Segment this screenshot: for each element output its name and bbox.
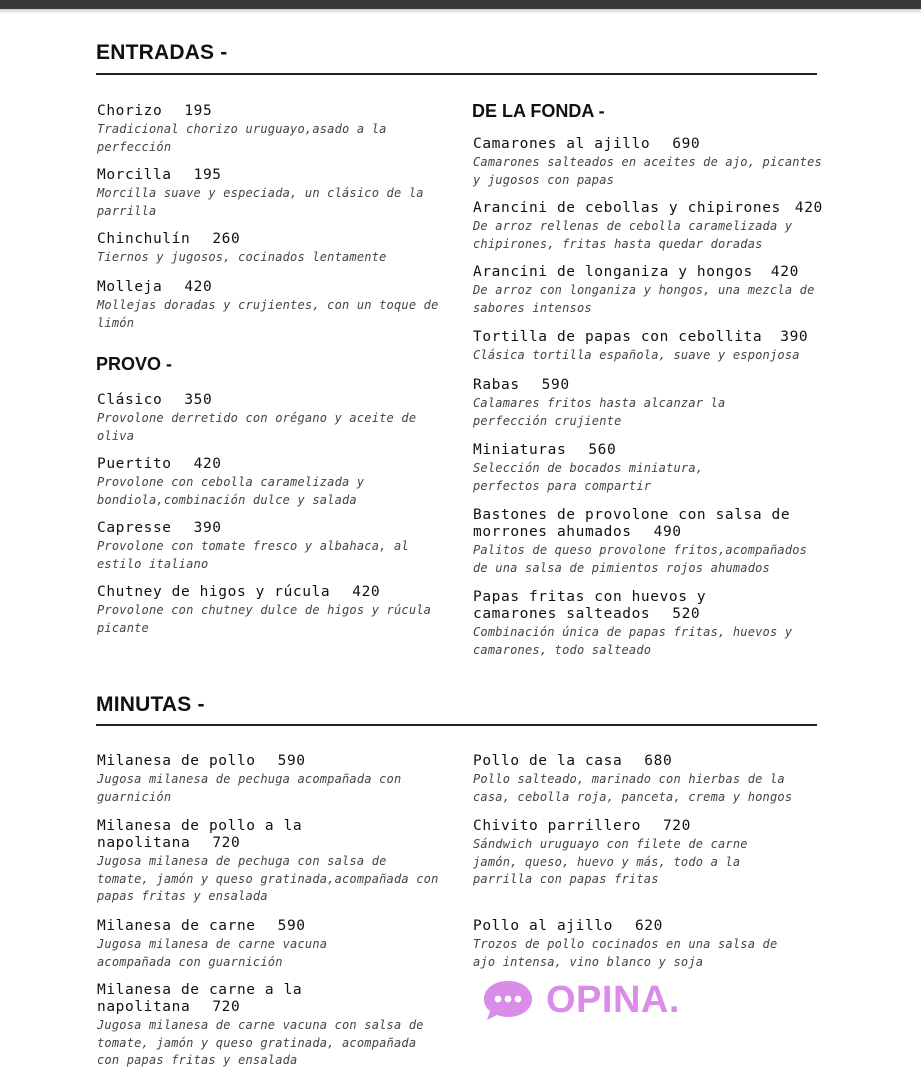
menu-item (97, 520, 442, 573)
item-name: Pollo al ajillo (473, 918, 613, 934)
section-title-minutas: MINUTAS - (96, 693, 205, 716)
item-description: Jugosa milanesa de carne vacuna con salsa de tomate, jamón y queso gratinada, acompañada con papas fritas y ensalada (97, 1018, 424, 1067)
menu-item (97, 818, 439, 906)
menu-item (473, 589, 793, 659)
item-price: 720 (212, 999, 241, 1015)
item-title (97, 584, 442, 601)
item-description: Calamares fritos hasta alcanzar la perfección crujiente (473, 396, 726, 428)
opina-watermark (482, 978, 680, 1022)
item-price: 720 (212, 835, 241, 851)
item-description: Morcilla suave y especiada, un clásico de la parrilla (97, 186, 424, 218)
menu-item (473, 136, 833, 189)
item-title (473, 918, 833, 935)
item-description: Sándwich uruguayo con filete de carne jamón, queso, huevo y más, todo a la parrilla con papas fritas (473, 837, 748, 886)
item-name: Camarones al ajillo (473, 136, 651, 152)
item-price: 720 (662, 818, 691, 834)
item-price: 390 (780, 329, 809, 345)
item-title (473, 377, 833, 394)
item-name: Bastones de provolone con salsa de morrones ahumados (473, 507, 800, 540)
item-name: Chorizo (97, 103, 163, 119)
item-name: Capresse (97, 520, 172, 536)
item-price: 195 (193, 167, 222, 183)
item-description: Selección de bocados miniatura, perfectos para compartir (473, 461, 704, 493)
item-title (473, 136, 833, 153)
menu-item (473, 329, 833, 365)
item-price: 590 (277, 753, 306, 769)
menu-item (97, 167, 442, 220)
item-description: Combinación única de papas fritas, huevos y camarones, todo salteado (473, 625, 793, 657)
item-description: Jugosa milanesa de carne vacuna acompañada con guarnición (97, 937, 328, 969)
item-name: Rabas (473, 377, 520, 393)
menu-item (97, 392, 442, 445)
item-description: Provolone con cebolla caramelizada y bondiola,combinación dulce y salada (97, 475, 365, 507)
item-name: Morcilla (97, 167, 172, 183)
item-title (97, 456, 442, 473)
item-price: 690 (672, 136, 701, 152)
item-price: 420 (770, 264, 799, 280)
item-name: Arancini de longaniza y hongos (473, 264, 753, 280)
item-title (473, 818, 833, 835)
divider-minutas (96, 724, 817, 726)
item-title (473, 329, 833, 346)
item-title (473, 200, 833, 217)
menu-item (473, 818, 833, 889)
item-description: Palitos de queso provolone fritos,acompañados de una salsa de pimientos rojos ahumados (473, 543, 808, 575)
section-title-entradas: ENTRADAS - (96, 41, 228, 64)
menu-item (97, 753, 442, 806)
item-title (97, 818, 317, 852)
item-name: Milanesa de carne (97, 918, 256, 934)
item-name: Puertito (97, 456, 172, 472)
menu-item (473, 442, 833, 495)
item-price: 420 (794, 200, 823, 216)
item-price: 490 (653, 524, 682, 540)
item-price: 260 (212, 231, 241, 247)
item-name: Arancini de cebollas y chipirones (473, 200, 781, 216)
menu-item (97, 918, 442, 971)
menu-item (97, 456, 442, 509)
item-description: Jugosa milanesa de pechuga acompañada con guarnición (97, 772, 402, 804)
menu-item (97, 103, 442, 156)
section-title-de-la-fonda: DE LA FONDA - (472, 101, 605, 121)
item-description: Mollejas doradas y crujientes, con un toque de limón (97, 298, 439, 330)
menu-item (473, 200, 833, 253)
watermark-text: OPINA. (546, 978, 680, 1021)
menu-item (473, 753, 833, 806)
item-name: Papas fritas con huevos y camarones salteados (473, 589, 716, 622)
item-name: Milanesa de pollo a la napolitana (97, 818, 312, 851)
item-title (97, 103, 442, 120)
item-title (97, 982, 317, 1016)
item-name: Clásico (97, 392, 163, 408)
item-title (473, 753, 833, 770)
top-bar-shadow (0, 9, 921, 14)
item-price: 680 (644, 753, 673, 769)
item-description: De arroz con longaniza y hongos, una mezcla de sabores intensos (473, 283, 815, 315)
item-name: Miniaturas (473, 442, 567, 458)
item-price: 420 (352, 584, 381, 600)
item-price: 590 (277, 918, 306, 934)
section-title-provo: PROVO - (96, 354, 173, 374)
item-title (473, 589, 723, 623)
item-title (473, 264, 833, 281)
item-title (97, 753, 442, 770)
item-title (97, 392, 442, 409)
item-price: 195 (184, 103, 213, 119)
item-description: Provolone derretido con orégano y aceite de oliva (97, 411, 417, 443)
item-name: Chutney de higos y rúcula (97, 584, 331, 600)
item-price: 390 (193, 520, 222, 536)
item-name: Chivito parrillero (473, 818, 641, 834)
chat-bubble-icon (482, 978, 534, 1022)
item-title (97, 231, 442, 248)
menu-item (97, 982, 424, 1070)
item-title (473, 507, 823, 541)
menu-item (473, 507, 823, 577)
item-price: 560 (588, 442, 617, 458)
item-description: Clásica tortilla española, suave y esponjosa (473, 348, 800, 362)
item-title (97, 279, 442, 296)
top-bar (0, 0, 921, 9)
item-description: Provolone con chutney dulce de higos y rúcula picante (97, 603, 432, 635)
item-name: Milanesa de carne a la napolitana (97, 982, 312, 1015)
menu-item (97, 279, 442, 332)
item-price: 420 (184, 279, 213, 295)
item-price: 520 (672, 606, 701, 622)
menu-item (473, 918, 833, 971)
item-price: 420 (193, 456, 222, 472)
item-price: 620 (634, 918, 663, 934)
item-title (473, 442, 833, 459)
item-name: Chinchulín (97, 231, 191, 247)
item-description: Camarones salteados en aceites de ajo, picantes y jugosos con papas (473, 155, 822, 187)
item-description: Tiernos y jugosos, cocinados lentamente (97, 250, 387, 264)
menu-item (473, 264, 833, 317)
item-description: Provolone con tomate fresco y albahaca, al estilo italiano (97, 539, 409, 571)
item-name: Milanesa de pollo (97, 753, 256, 769)
item-title (97, 167, 442, 184)
item-description: Trozos de pollo cocinados en una salsa de ajo intensa, vino blanco y soja (473, 937, 778, 969)
menu-item (97, 584, 442, 637)
item-title (97, 918, 442, 935)
item-price: 350 (184, 392, 213, 408)
item-description: De arroz rellenas de cebolla caramelizada y chipirones, fritas hasta quedar doradas (473, 219, 793, 251)
menu-item (473, 377, 833, 430)
item-description: Jugosa milanesa de pechuga con salsa de tomate, jamón y queso gratinada,acompañada con papas fritas y ensalada (97, 854, 439, 903)
item-description: Pollo salteado, marinado con hierbas de la casa, cebolla roja, panceta, crema y hongos (473, 772, 793, 804)
item-description: Tradicional chorizo uruguayo,asado a la perfección (97, 122, 387, 154)
item-name: Pollo de la casa (473, 753, 623, 769)
menu-item (97, 231, 442, 267)
item-price: 590 (541, 377, 570, 393)
divider-entradas (96, 73, 817, 75)
item-name: Molleja (97, 279, 163, 295)
item-title (97, 520, 442, 537)
item-name: Tortilla de papas con cebollita (473, 329, 763, 345)
